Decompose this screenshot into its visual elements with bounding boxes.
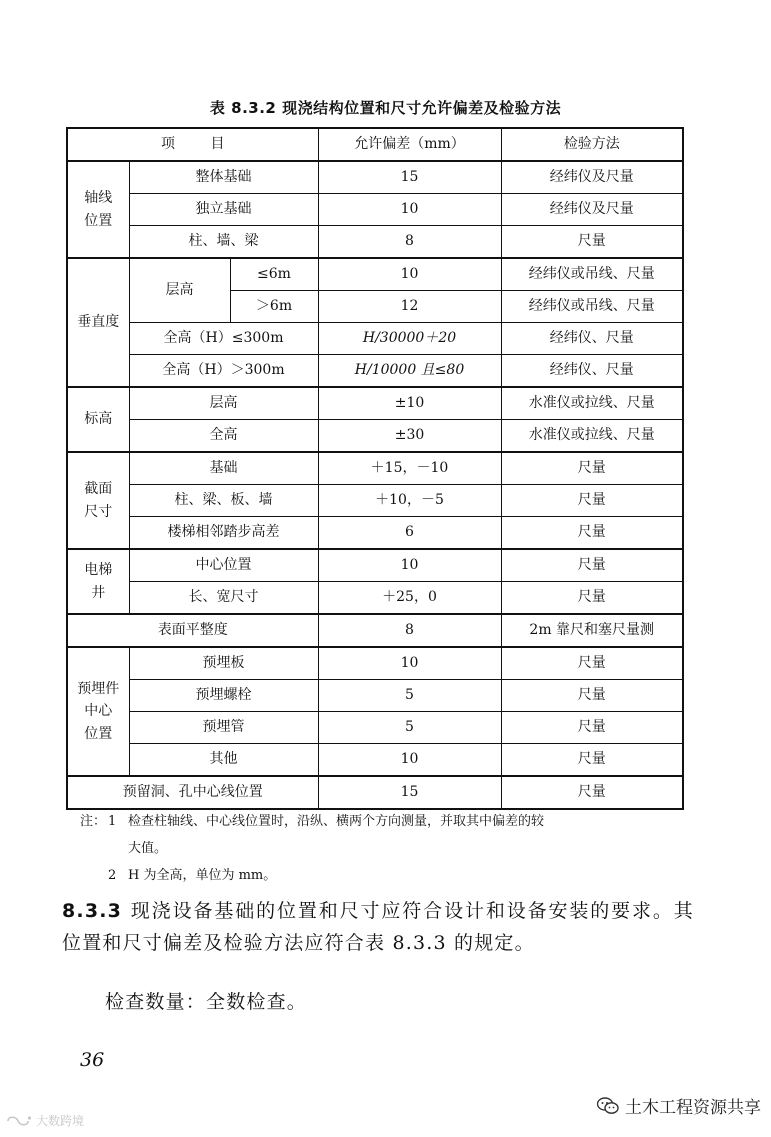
row-item: 长、宽尺寸 xyxy=(129,582,318,615)
row-item: 全高（H）＞300m xyxy=(129,355,318,388)
note-text: H 为全高，单位为 mm。 xyxy=(128,868,277,883)
row-item: 预埋板 xyxy=(129,647,318,680)
row-item: 其他 xyxy=(129,744,318,777)
row-method: 经纬仪及尺量 xyxy=(501,161,683,194)
row-tolerance: 10 xyxy=(318,647,501,680)
table-row xyxy=(67,485,683,517)
table-row xyxy=(67,712,683,744)
row-tolerance: ＋25，0 xyxy=(318,582,501,615)
row-tolerance: ±10 xyxy=(318,387,501,420)
vertical-floor-label: 层高 xyxy=(129,258,230,323)
group-label-vertical: 垂直度 xyxy=(67,258,129,387)
table-row xyxy=(67,194,683,226)
table-row xyxy=(67,323,683,355)
row-tolerance: ±30 xyxy=(318,420,501,453)
row-tolerance: ＋10，－5 xyxy=(318,485,501,517)
row-item: 层高 xyxy=(129,387,318,420)
row-method: 尺量 xyxy=(501,776,683,809)
clause-text: 现浇设备基础的位置和尺寸应符合设计和设备安装的要求。其位置和尺寸偏差及检验方法应符合表 8.3.3 的规定。 xyxy=(62,900,694,954)
tolerance-table xyxy=(66,127,684,810)
table-title: 表 8.3.2 现浇结构位置和尺寸允许偏差及检验方法 xyxy=(209,99,562,117)
note-text: 检查柱轴线、中心线位置时，沿纵、横两个方向测量，并取其中偏差的较 xyxy=(128,814,545,829)
row-method: 水准仪或拉线、尺量 xyxy=(501,420,683,453)
header-tolerance: 允许偏差（mm） xyxy=(318,128,501,161)
row-tolerance: 6 xyxy=(318,517,501,550)
table-row xyxy=(67,387,683,420)
watermark-brand xyxy=(6,1112,84,1129)
note-continuation xyxy=(80,835,690,862)
row-tolerance: 10 xyxy=(318,194,501,226)
group-label-embedded: 预埋件 中心 位置 xyxy=(67,647,129,776)
row-subitem: ＞6m xyxy=(230,291,318,323)
row-item: 预埋管 xyxy=(129,712,318,744)
table-row xyxy=(67,680,683,712)
row-method: 经纬仪、尺量 xyxy=(501,355,683,388)
row-method: 尺量 xyxy=(501,452,683,485)
group-label-axis: 轴线 位置 xyxy=(67,161,129,258)
row-tolerance: 12 xyxy=(318,291,501,323)
row-tolerance: 8 xyxy=(318,226,501,259)
note-item xyxy=(80,808,690,835)
clause-number: 8.3.3 xyxy=(62,900,123,922)
row-item: 整体基础 xyxy=(129,161,318,194)
row-item: 预留洞、孔中心线位置 xyxy=(67,776,318,809)
row-tolerance: ＋15，－10 xyxy=(318,452,501,485)
watermark-source xyxy=(597,1093,761,1118)
row-method: 尺量 xyxy=(501,226,683,259)
row-tolerance: 15 xyxy=(318,161,501,194)
table-notes xyxy=(80,808,690,889)
row-item: 独立基础 xyxy=(129,194,318,226)
row-tolerance: 8 xyxy=(318,614,501,647)
table-row xyxy=(67,258,683,291)
row-method: 经纬仪或吊线、尺量 xyxy=(501,258,683,291)
table-row xyxy=(67,452,683,485)
group-label-elevator: 电梯 井 xyxy=(67,549,129,614)
group-label-section: 截面 尺寸 xyxy=(67,452,129,549)
note-item xyxy=(80,862,690,889)
note-text: 大值。 xyxy=(128,841,168,856)
table-row xyxy=(67,549,683,582)
table-row xyxy=(67,776,683,809)
row-method: 尺量 xyxy=(501,680,683,712)
row-tolerance: 5 xyxy=(318,680,501,712)
watermark-source-text: 土木工程资源共享 xyxy=(625,1098,761,1118)
row-item: 楼梯相邻踏步高差 xyxy=(129,517,318,550)
watermark-brand-text: 大数跨境 xyxy=(36,1114,85,1128)
row-subitem: ≤6m xyxy=(230,258,318,291)
row-tolerance: 10 xyxy=(318,744,501,777)
table-row xyxy=(67,647,683,680)
table-row xyxy=(67,226,683,259)
header-item: 项 目 xyxy=(67,128,318,161)
row-method: 尺量 xyxy=(501,647,683,680)
group-label-elevation: 标高 xyxy=(67,387,129,452)
table-row xyxy=(67,517,683,550)
row-item: 柱、梁、板、墙 xyxy=(129,485,318,517)
row-method: 经纬仪或吊线、尺量 xyxy=(501,291,683,323)
note-number: 2 xyxy=(108,868,117,883)
row-tolerance: H/10000 且≤80 xyxy=(318,355,501,388)
row-item: 柱、墙、梁 xyxy=(129,226,318,259)
row-item: 表面平整度 xyxy=(67,614,318,647)
row-method: 2m 靠尺和塞尺量测 xyxy=(501,614,683,647)
table-header-row xyxy=(67,128,683,161)
table-row xyxy=(67,614,683,647)
row-item: 全高（H）≤300m xyxy=(129,323,318,355)
header-method: 检验方法 xyxy=(501,128,683,161)
table-row xyxy=(67,161,683,194)
row-method: 水准仪或拉线、尺量 xyxy=(501,387,683,420)
table-row xyxy=(67,420,683,453)
row-item: 全高 xyxy=(129,420,318,453)
row-tolerance: 15 xyxy=(318,776,501,809)
row-method: 尺量 xyxy=(501,485,683,517)
brand-logo-icon xyxy=(6,1114,32,1128)
row-method: 经纬仪及尺量 xyxy=(501,194,683,226)
page-number: 36 xyxy=(80,1049,105,1071)
row-tolerance: 10 xyxy=(318,258,501,291)
row-method: 尺量 xyxy=(501,582,683,615)
table-row xyxy=(67,744,683,777)
row-method: 经纬仪、尺量 xyxy=(501,323,683,355)
row-method: 尺量 xyxy=(501,549,683,582)
check-quantity: 检查数量：全数检查。 xyxy=(105,991,308,1013)
row-method: 尺量 xyxy=(501,517,683,550)
row-method: 尺量 xyxy=(501,744,683,777)
table-row xyxy=(67,582,683,615)
row-method: 尺量 xyxy=(501,712,683,744)
table-row xyxy=(67,355,683,388)
note-number: 1 xyxy=(108,814,117,829)
row-tolerance: 10 xyxy=(318,549,501,582)
clause-paragraph xyxy=(62,895,694,959)
row-item: 预埋螺栓 xyxy=(129,680,318,712)
note-prefix: 注： xyxy=(80,814,107,829)
row-tolerance: 5 xyxy=(318,712,501,744)
wechat-icon xyxy=(597,1097,619,1115)
row-item: 中心位置 xyxy=(129,549,318,582)
row-item: 基础 xyxy=(129,452,318,485)
row-tolerance: H/30000＋20 xyxy=(318,323,501,355)
